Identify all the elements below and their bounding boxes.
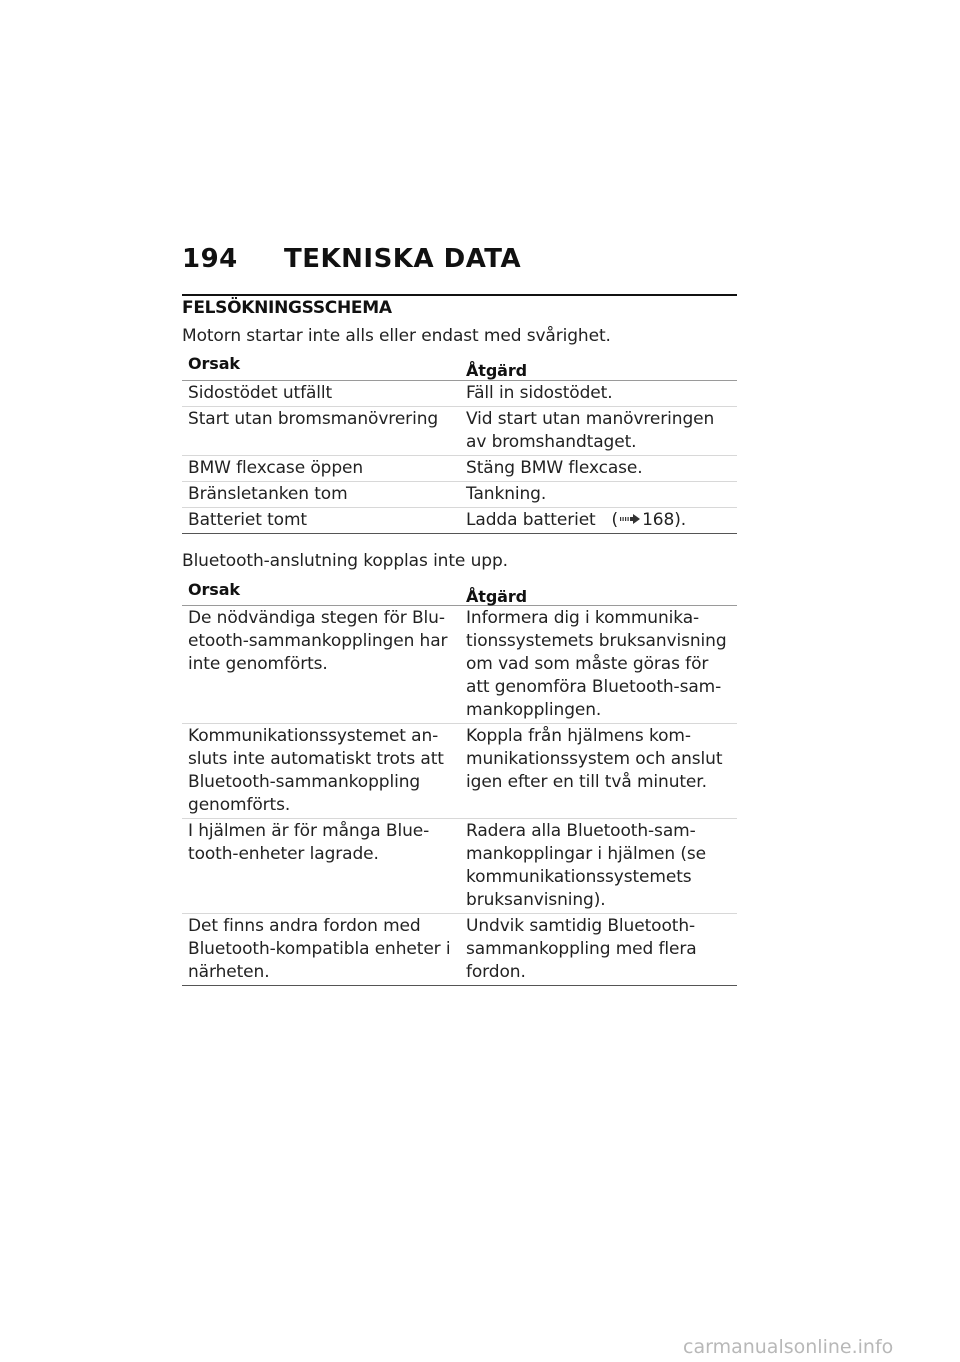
cause-cell: Bränsletanken tom xyxy=(188,484,348,504)
chapter-title: TEKNISKA DATA xyxy=(284,244,522,274)
action-cell: Stäng BMW flexcase. xyxy=(466,458,643,478)
table-row xyxy=(182,456,737,482)
action-cell: Undvik samtidig Bluetooth- sammankoppling med flera fordon. xyxy=(466,916,697,982)
table-row xyxy=(182,819,737,914)
action-cell: Fäll in sidostödet. xyxy=(466,383,613,403)
table-row xyxy=(182,508,737,534)
table-row xyxy=(182,482,737,508)
troubleshooting-table-bluetooth xyxy=(182,578,737,986)
table-row xyxy=(182,381,737,407)
cause-cell: Sidostödet utfällt xyxy=(188,383,333,403)
column-header-action: Åtgärd xyxy=(466,361,528,380)
table-row xyxy=(182,606,737,724)
cause-cell: I hjälmen är för många Blue- tooth-enheter lagrade. xyxy=(188,821,430,864)
section-divider xyxy=(182,294,737,296)
troubleshooting-table-engine xyxy=(182,352,737,534)
page-reference-arrow-icon[interactable] xyxy=(620,514,640,524)
action-cell: Vid start utan manövreringen av bromshandtaget. xyxy=(466,409,715,452)
action-cell: Tankning. xyxy=(466,484,547,504)
page-number: 194 xyxy=(182,244,238,274)
cause-cell: BMW flexcase öppen xyxy=(188,458,364,478)
column-header-cause: Orsak xyxy=(188,354,240,373)
table-row xyxy=(182,914,737,986)
action-cell: Koppla från hjälmens kom- munikationssystem och anslut igen efter en till två minuter. xyxy=(466,726,723,792)
column-header-action: Åtgärd xyxy=(466,587,528,606)
table-header-row xyxy=(182,352,737,381)
table-1-intro: Motorn startar inte alls eller endast med svårighet. xyxy=(182,326,611,346)
table-row xyxy=(182,407,737,456)
action-text: Ladda batteriet ( xyxy=(466,510,619,530)
column-header-cause: Orsak xyxy=(188,580,240,599)
watermark: carmanualsonline.info xyxy=(683,1336,894,1358)
cause-cell: De nödvändiga stegen för Blu- etooth-sammankopplingen har inte genomförts. xyxy=(188,608,448,674)
section-title: FELSÖKNINGSSCHEMA xyxy=(182,298,392,318)
table-header-row xyxy=(182,578,737,606)
action-cell: Radera alla Bluetooth-sam- mankopplingar i hjälmen (se kommunikationssystemets bruksanvisning). xyxy=(466,821,707,910)
page-reference-link[interactable]: 168). xyxy=(642,510,687,530)
cause-cell: Det finns andra fordon med Bluetooth-kompatibla enheter i närheten. xyxy=(188,916,451,982)
cause-cell: Batteriet tomt xyxy=(188,510,308,530)
table-2-intro: Bluetooth-anslutning kopplas inte upp. xyxy=(182,551,508,571)
table-row xyxy=(182,724,737,819)
page-header xyxy=(182,244,737,280)
action-cell: Informera dig i kommunika- tionssystemets bruksanvisning om vad som måste göras för att genomföra Bluetooth-sam- mankopplingen. xyxy=(466,608,727,720)
cause-cell: Start utan bromsmanövrering xyxy=(188,409,439,429)
cause-cell: Kommunikationssystemet an- sluts inte automatiskt trots att Bluetooth-sammankoppling genomförts. xyxy=(188,726,444,815)
action-cell xyxy=(460,508,737,533)
